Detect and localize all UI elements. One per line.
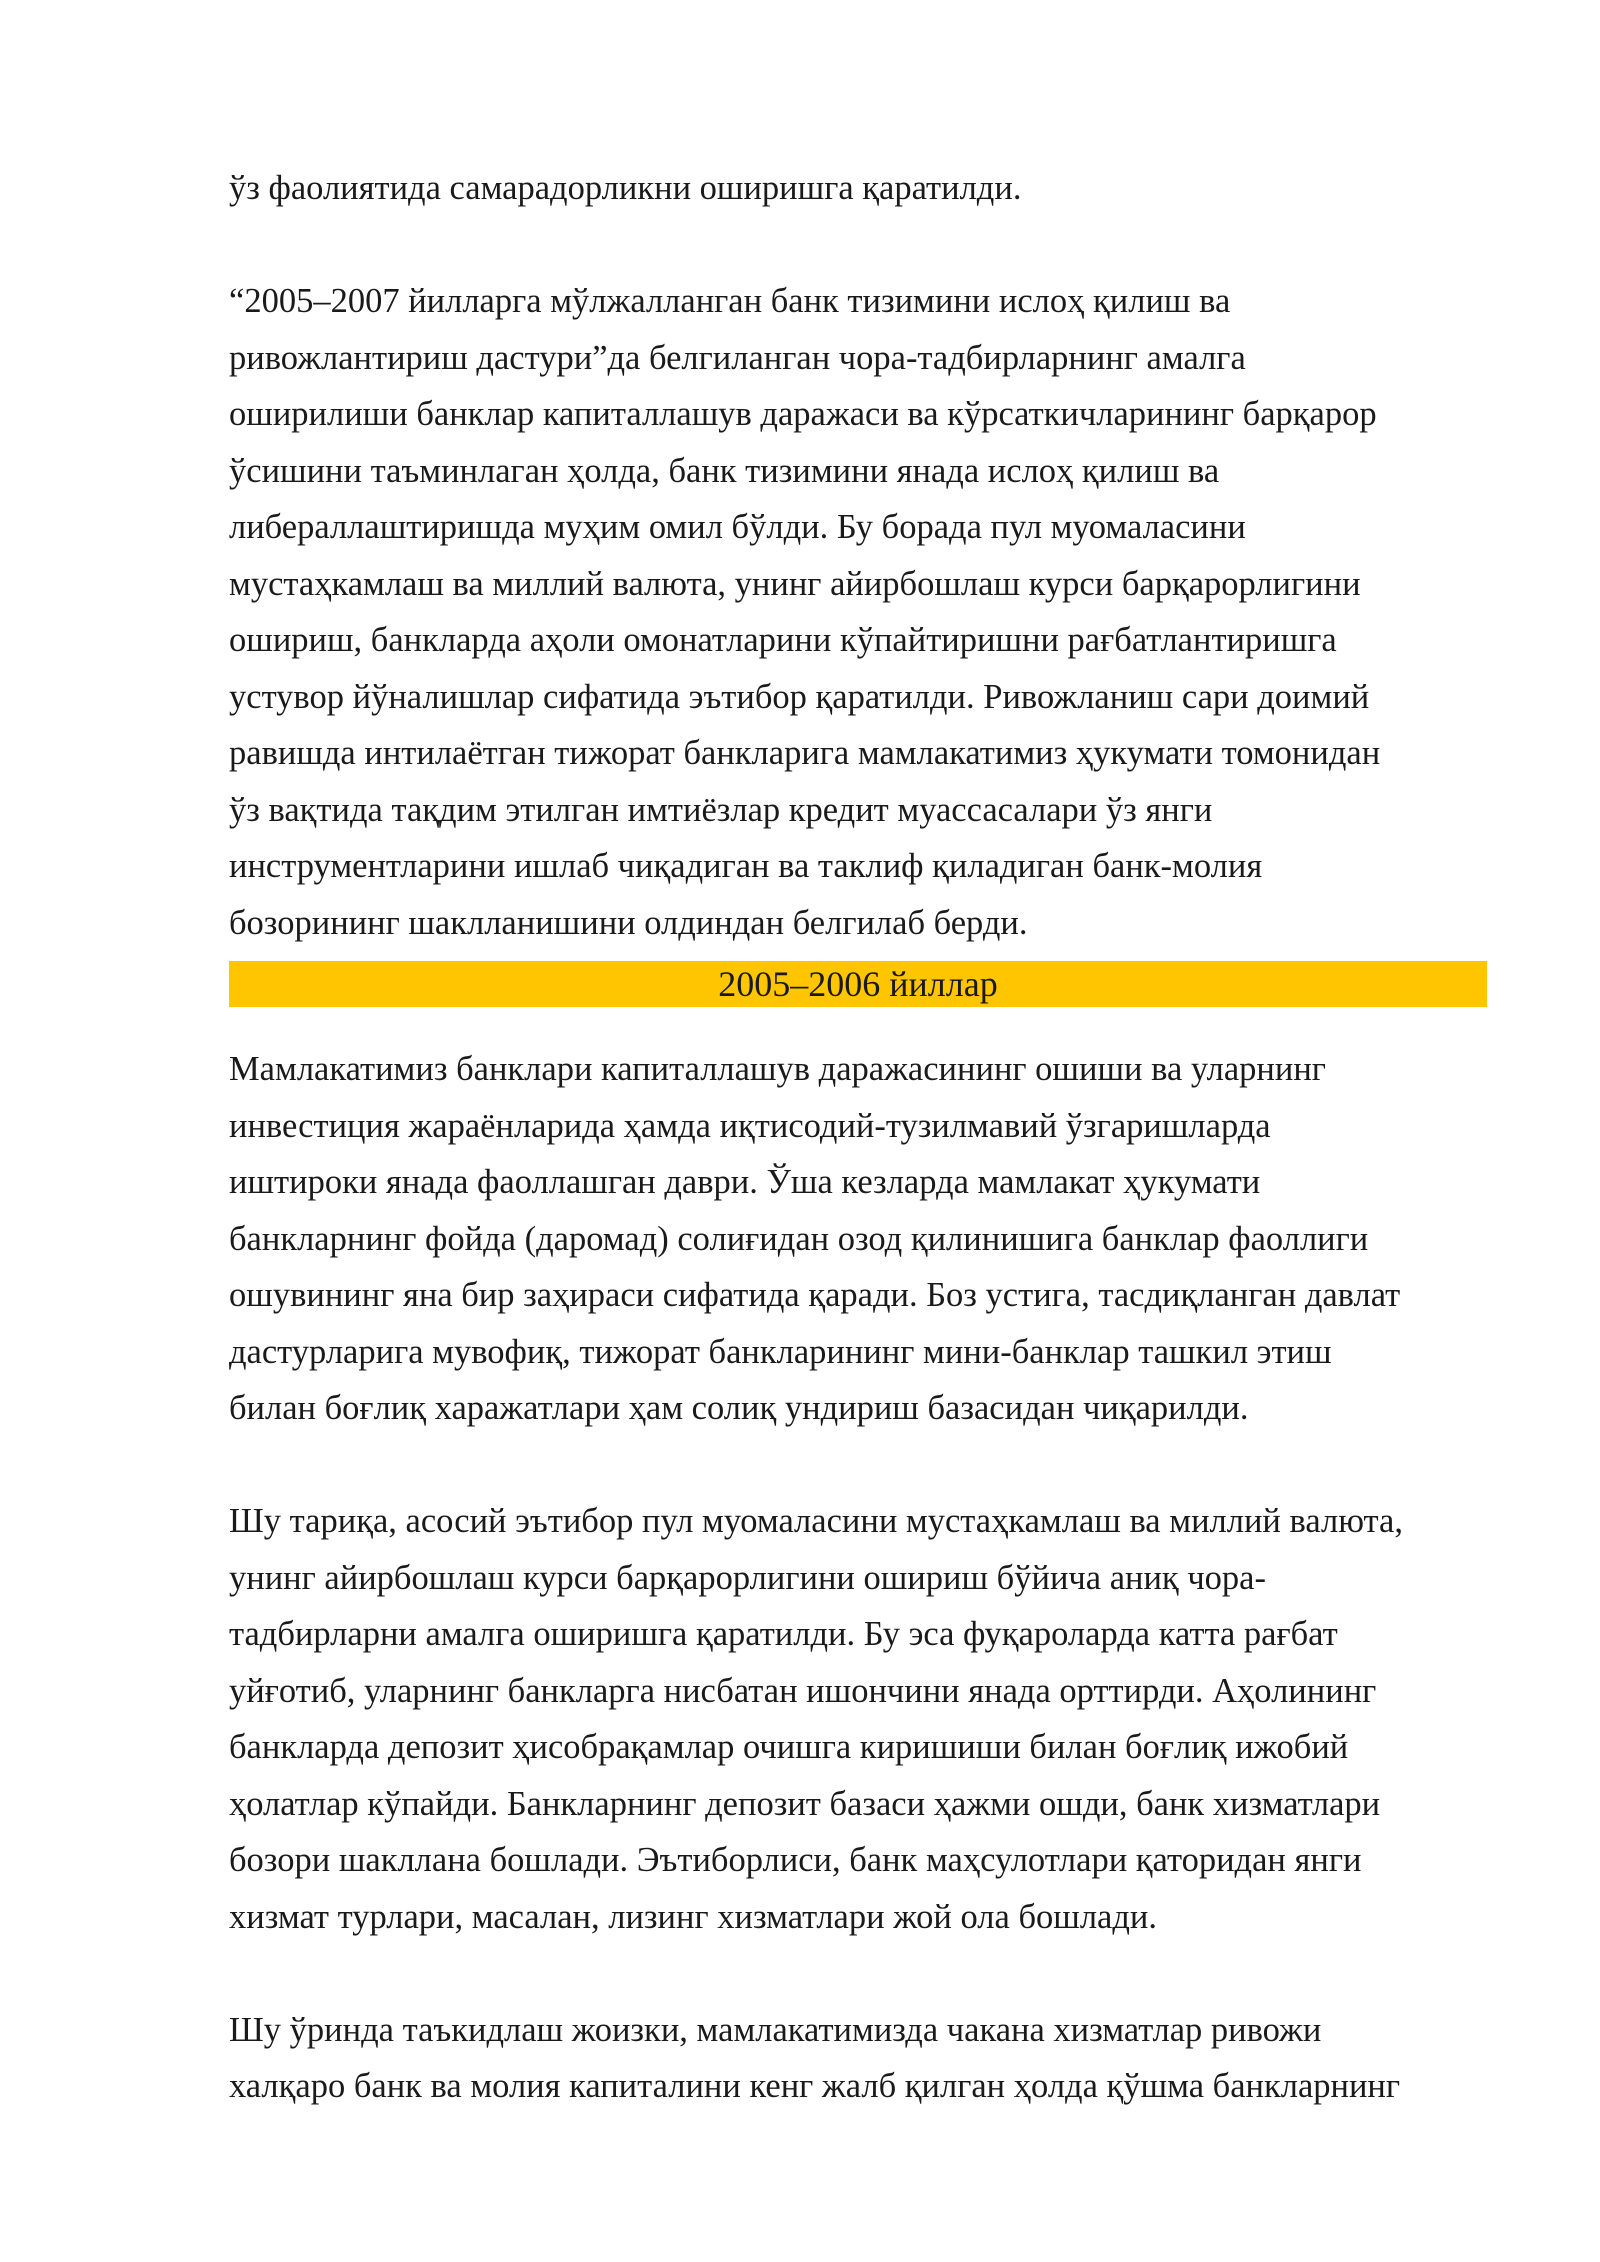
text-line: бозори шакллана бошлади. Эътиборлиси, банк маҳсулотлари қаторидан янги	[229, 1841, 1362, 1879]
text-line: унинг айирбошлаш курси барқарорлигини ошириш бўйича аниқ чора-	[229, 1558, 1266, 1597]
text-line: ривожлантириш дастури”да белгиланган чора-тадбирларнинг амалга	[229, 338, 1246, 377]
text-line: дастурларига мувофиқ, тижорат банкларининг мини-банклар ташкил этиш	[229, 1332, 1332, 1371]
paragraph-2	[229, 273, 1487, 951]
text-line: инвестиция жараёнларида ҳамда иқтисодий-тузилмавий ўзгаришларда	[229, 1106, 1271, 1145]
text-line: халқаро банк ва молия капиталини кенг жалб қилган ҳолда қўшма банкларнинг	[229, 2067, 1401, 2105]
paragraph-4	[229, 1493, 1487, 1945]
text-line: ўсишини таъминлаган ҳолда, банк тизимини янада ислоҳ қилиш ва	[229, 451, 1220, 490]
text-line: оширилиши банклар капиталлашув даражаси ва кўрсаткичларининг барқарор	[229, 395, 1377, 433]
document-page	[229, 160, 1487, 2115]
text-line: Шу тариқа, асосий эътибор пул муомаласини мустаҳкамлаш ва миллий валюта,	[229, 1502, 1403, 1540]
text-line: устувор йўналишлар сифатида эътибор қаратилди. Ривожланиш сари доимий	[229, 677, 1370, 716]
text-line: либераллаштиришда муҳим омил бўлди. Бу борада пул муомаласини	[229, 508, 1246, 546]
text-line: Мамлакатимиз банклари капиталлашув даражасининг ошиши ва уларнинг	[229, 1050, 1326, 1088]
text-line: ошириш, банкларда аҳоли омонатларини кўпайтиришни рағбатлантиришга	[229, 621, 1337, 659]
text-line: мустаҳкамлаш ва миллий валюта, унинг айирбошлаш курси барқарорлигини	[229, 564, 1361, 603]
text-line: равишда интилаётган тижорат банкларига мамлакатимиз ҳукумати томонидан	[229, 734, 1381, 772]
text-line: ўз вақтида тақдим этилган имтиёзлар кредит муассасалари ўз янги	[229, 790, 1213, 829]
paragraph-3	[229, 1041, 1487, 1437]
text-line: хизмат турлари, масалан, лизинг хизматлари жой ола бошлади.	[229, 1897, 1157, 1936]
text-line: ошувининг яна бир заҳираси сифатида қаради. Боз устига, тасдиқланган давлат	[229, 1276, 1401, 1314]
text-line: банкларнинг фойда (даромад) солиғидан озод қилинишига банклар фаоллиги	[229, 1219, 1369, 1258]
text-line: билан боғлиқ харажатлари ҳам солиқ ундириш базасидан чиқарилди.	[229, 1389, 1249, 1427]
section-heading: 2005–2006 йиллар	[229, 961, 1487, 1007]
text-line: бозорининг шаклланишини олдиндан белгилаб берди.	[229, 903, 1028, 942]
text-line: Шу ўринда таъкидлаш жоизки, мамлакатимизда чакана хизматлар ривожи	[229, 2010, 1322, 2049]
text-line: “2005–2007 йилларга мўлжалланган банк тизимини ислоҳ қилиш ва	[229, 282, 1231, 320]
paragraph-1	[229, 160, 1487, 217]
text-line: ўз фаолиятида самарадорликни оширишга қаратилди.	[229, 169, 1022, 207]
text-line: тадбирларни амалга оширишга қаратилди. Бу эса фуқароларда катта рағбат	[229, 1615, 1338, 1653]
text-line: уйғотиб, уларнинг банкларга нисбатан ишончини янада орттирди. Аҳолининг	[229, 1671, 1377, 1710]
text-line: иштироки янада фаоллашган даври. Ўша кезларда мамлакат ҳукумати	[229, 1163, 1261, 1201]
text-line: инструментларини ишлаб чиқадиган ва таклиф қиладиган банк-молия	[229, 847, 1263, 885]
paragraph-5	[229, 2002, 1487, 2115]
text-line: ҳолатлар кўпайди. Банкларнинг депозит базаси ҳажми ошди, банк хизматлари	[229, 1784, 1381, 1823]
text-line: банкларда депозит ҳисобрақамлар очишга киришиши билан боғлиқ ижобий	[229, 1728, 1349, 1766]
